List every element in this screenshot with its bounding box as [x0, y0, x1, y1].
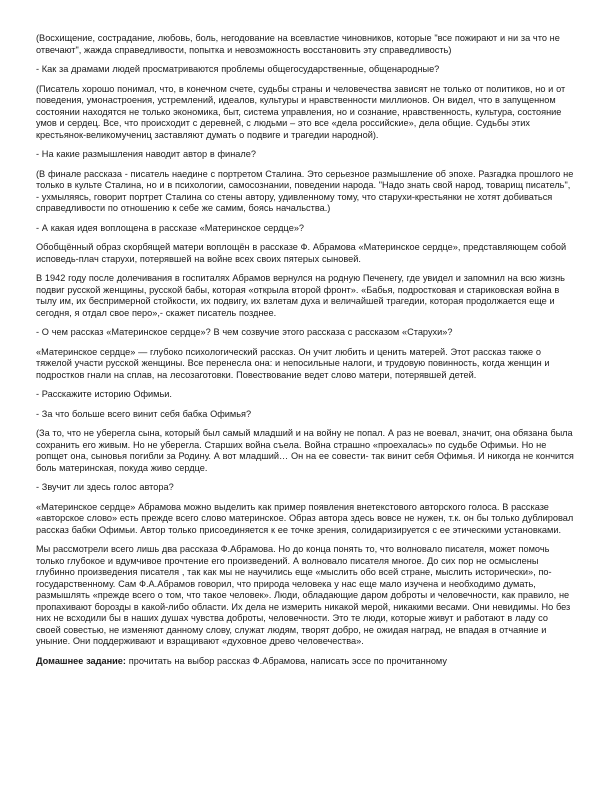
homework-label: Домашнее задание:	[36, 655, 126, 666]
paragraph-reaction-list: (Восхищение, сострадание, любовь, боль, негодование на всевластие чиновников, которые "все пожирают и ни за что не отвечают", жажда справедливости, попытка и невозможность восстановить эту справедливость)	[36, 33, 560, 55]
question-author-voice: - Звучит ли здесь голос автора?	[36, 482, 174, 492]
paragraph-finale-stalin: (В финале рассказа - писатель наедине с портретом Сталина. Это серьезное размышление об эпохе. Разгадка прошлого не только в культе Сталина, но и в психологии, самосознании, поведении народа. "Надо знать свой народ, товарищ писатель", - ухмыляясь, говорит портрет Сталина со стены автору, удивленному тому, что старухи-крестьянки не хотят добиваться справедливости по отношению к себе же самим, боясь начальства.)	[36, 168, 574, 213]
paragraph-psychological-story: «Материнское сердце» — глубоко психологический рассказ. Он учит любить и ценить матерей. Этот рассказ также о тяжелой участи русской женщины. Все перенесла она: и непосильные налоги, и трудовую повинность, когда женщин и подростков гнали на сплав, на лесозаготовки. Повествование ведет слово матери, потерявшей детей.	[36, 346, 550, 380]
question-national-problems: - Как за драмами людей просматриваются проблемы общегосударственные, общенародные?	[36, 64, 440, 74]
paragraph-grieving-mother: Обобщённый образ скорбящей матери воплощён в рассказе Ф. Абрамова «Материнское сердце», представляющем собой исповедь-плач старухи, потерявшей на войне всех своих пятерых сыновей.	[36, 242, 567, 264]
question-finale: - На какие размышления наводит автор в финале?	[36, 149, 256, 159]
paragraph-author-voice: «Материнское сердце» Абрамова можно выделить как пример появления внетекстового авторского голоса. В рассказе «авторское слово» есть прежде всего слово материнское. Образ автора здесь вовсе не нужен, т.к. он бы только дублировал рассказ бабки Офимьи. Автор только присоединяется к ее точке зрения, солидаризируется с ее этическими установками.	[36, 501, 574, 535]
homework-text: прочитать на выбор рассказ Ф.Абрамова, написать эссе по прочитанному	[125, 655, 447, 666]
question-ofimya-story: - Расскажите историю Офимьи.	[36, 389, 172, 399]
paragraph-conclusion: Мы рассмотрели всего лишь два рассказа Ф.Абрамова. Но до конца понять то, что волновало писателя, может помочь только глубокое и вдумчивое прочтение его произведений. А волновало писателя многое. До сих пор не осмыслены глубинно произведения писателя , так как мы не научились еще «мыслить обо всей стране, мыслить исторически», по-государственному. Сам Ф.А.Абрамов говорил, что природа человека у нас еще мало изучена и необходимо думать, размышлять «прежде всего о том, что такое человек». Люди, обладающие даром доброты и человечности, как правило, не пропахивают борозды в какой-либо области. Их дела не измерить никакой мерой, никакими весами. Они невидимы. Но без них не всходили бы в наших душах чувства доброты, человечности. Это те люди, которые живут и работают в ладу со своей совестью, не изменяют данному слову, служат людям, творят добро, не ожидая наград, не впадая в отчаяние и уныние. Они поддерживают и взращивают «духовное древо человечества».	[36, 544, 571, 646]
paragraph-1942: В 1942 году после долечивания в госпиталях Абрамов вернулся на родную Печенегу, где увидел и запомнил на всю жизнь подвиг русской женщины, русской бабы, которая «открыла второй фронт». «Бабья, подростковая и стариковская война в тылу им, их беспримерной стойкости, их подвигу, их взлетам духа и величайшей трагедии, которая продолжается еще и сегодня, я отдал свое перо»,- скажет писатель позднее.	[36, 273, 565, 318]
document-page	[36, 33, 574, 675]
question-about-story: - О чем рассказ «Материнское сердце»? В чем созвучие этого рассказа с рассказом «Старухи»?	[36, 327, 453, 337]
paragraph-ofimya-answer: (За то, что не уберегла сына, который был самый младший и на войну не попал. А раз не воевал, значит, она обязана была сохранить его живым. Но не уберегла. Старших война съела. Война страшно «проехалась» по судьбе Офимьи. Но не ропщет она, сыновья погибли за Родину. А вот младший… Он на ее совести- так винит себя Офимья. И никогда не кончится боль материнская, покуда живо сердце.	[36, 428, 574, 473]
homework-line	[36, 656, 574, 668]
question-ofimya-blame: - За что больше всего винит себя бабка Офимья?	[36, 408, 252, 419]
question-idea-mother-heart: - А какая идея воплощена в рассказе «Материнское сердце»?	[36, 222, 305, 233]
paragraph-writer-understanding: (Писатель хорошо понимал, что, в конечном счете, судьбы страны и человечества зависят не только от политиков, но и от поведения, умонастроения, устремлений, идеалов, культуры и нравственности миллионов. Он видел, что в запущенном состоянии находятся не только экономика, быт, система управления, но и сознание, нравственность, культура, состояние умов и сердец. Все, что происходит с деревней, с людьми – это все «дела российские», дела общие. Судьбы этих крестьянок-великомучениц заставляют думать о подвиге и трагедии народной).	[36, 83, 566, 140]
